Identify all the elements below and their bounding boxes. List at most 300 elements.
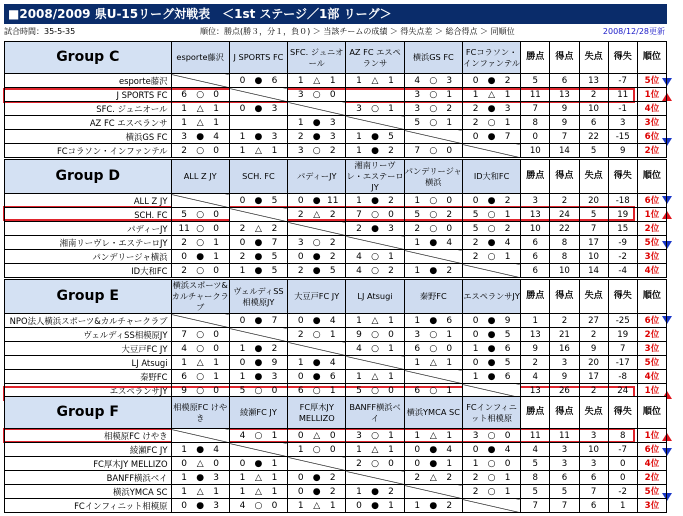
stat-value: 3 [550,443,579,457]
stat-value: -15 [608,130,637,144]
team-name: J SPORTS FC [5,88,172,102]
self-match-cell [404,250,462,264]
team-row [5,457,667,471]
match-result: 2 ● 4 [462,236,520,250]
stat-value: 8 [608,429,637,443]
match-result: 0 ● 5 [229,194,287,208]
match-result: 2 △ 2 [288,208,346,222]
rank-value: 3位 [637,342,666,356]
stat-value: 20 [579,356,608,370]
team-name: SCH. FC [5,208,172,222]
stat-header: 得失 [608,42,637,74]
match-result: 4 ○ 2 [346,264,404,278]
match-result: 3 ○ 2 [404,102,462,116]
stat-value: 22 [579,130,608,144]
stat-value: 6 [521,236,550,250]
match-result: 4 ○ 0 [171,342,229,356]
match-result: 0 ● 3 [171,499,229,513]
stat-value: 6 [550,471,579,485]
match-result: 1 ○ 0 [404,194,462,208]
team-name: FCインフィニット相模原 [5,499,172,513]
stat-value: 24 [608,384,637,398]
self-match-cell [346,471,404,485]
match-result: 0 ● 4 [462,443,520,457]
stat-header: 勝点 [521,42,550,74]
team-name: 秦野FC [5,370,172,384]
match-result [229,116,287,130]
self-match-cell [229,328,287,342]
self-match-cell [229,208,287,222]
rank-value: 5位 [637,485,666,499]
stat-value: 5 [521,74,550,88]
rank-value: 2位 [637,144,666,158]
stat-header: 得点 [550,397,579,429]
match-result: 1 ● 4 [171,443,229,457]
stat-value: 8 [550,236,579,250]
stat-value: 6 [550,74,579,88]
team-name: FC厚木JY MELLIZO [5,457,172,471]
stat-value: 3 [550,356,579,370]
match-result: 0 ● 7 [229,314,287,328]
match-result: 2 ○ 0 [171,264,229,278]
match-result: 1 △ 1 [171,102,229,116]
match-result: 3 ○ 0 [462,429,520,443]
stat-value: 1 [521,314,550,328]
team-row [5,208,667,222]
opponent-header: FCコラソン・インファンテル [462,42,520,74]
rank-value: 3位 [637,499,666,513]
match-result: 0 ● 5 [462,356,520,370]
opponent-header: SCH. FC [229,160,287,194]
stat-value: 0 [521,130,550,144]
match-result: 1 △ 1 [229,485,287,499]
group-table [4,41,667,158]
team-row [5,250,667,264]
match-result: 1 ● 3 [229,370,287,384]
stat-value: 3 [579,457,608,471]
match-result: 9 ○ 0 [171,384,229,398]
stat-value: 6 [579,499,608,513]
team-row [5,116,667,130]
match-result: 1 ● 2 [346,194,404,208]
stat-header: 勝点 [521,160,550,194]
stat-header: 順位 [637,397,666,429]
match-result: 0 ● 4 [288,314,346,328]
self-match-cell [462,499,520,513]
match-result: 1 ● 2 [346,144,404,158]
rank-value: 5位 [637,236,666,250]
match-result: 1 ● 6 [404,314,462,328]
match-result: 2 ● 5 [288,264,346,278]
ranking-rule: 順位：勝点(勝３，分１，負０) ＞ 当該チームの成績 ＞ 得失点差 ＞ 総合得点 ＞ 同順位 [200,27,515,36]
stat-value: 3 [579,429,608,443]
stat-value: 9 [550,102,579,116]
stat-value: 13 [579,74,608,88]
stat-value: 10 [579,250,608,264]
team-name: 大豆戸FC JY [5,342,172,356]
opponent-header: J SPORTS FC [229,42,287,74]
match-result: 6 ○ 1 [288,384,346,398]
match-result: 0 ● 1 [229,457,287,471]
team-name: 横浜GS FC [5,130,172,144]
match-result: 0 ● 9 [462,314,520,328]
match-result: 1 △ 1 [346,443,404,457]
stat-value: 1 [608,499,637,513]
stat-value: 24 [550,208,579,222]
match-result: 2 △ 2 [229,222,287,236]
stat-value: 5 [579,144,608,158]
stat-value: -4 [608,264,637,278]
team-name: FCコラソン・インファンテル [5,144,172,158]
self-match-cell [404,485,462,499]
team-row [5,471,667,485]
match-result: 1 △ 1 [288,74,346,88]
match-result: 2 ○ 1 [462,485,520,499]
stat-value: 7 [579,222,608,236]
stat-value: 13 [521,328,550,342]
match-result: 0 ● 2 [288,471,346,485]
team-row [5,102,667,116]
rank-value: 2位 [637,471,666,485]
group-name: Group C [5,42,172,74]
match-result: 0 ● 7 [229,236,287,250]
match-result: 1 ● 3 [229,130,287,144]
stat-value: 9 [608,144,637,158]
match-result: 6 ○ 1 [171,370,229,384]
match-result: 1 ● 6 [462,342,520,356]
match-result: 5 ○ 0 [229,384,287,398]
stat-value: 13 [550,88,579,102]
match-result: 2 ● 5 [229,250,287,264]
team-row [5,429,667,443]
match-result: 2 ● 3 [462,102,520,116]
stat-value: 9 [550,116,579,130]
team-name: LJ Atsugi [5,356,172,370]
stat-value: 9 [521,342,550,356]
match-result: 0 ● 9 [229,356,287,370]
stat-header: 得点 [550,280,579,314]
team-name: パンデリージャ横浜 [5,250,172,264]
info-bar [4,26,667,38]
match-result: 4 ○ 0 [229,499,287,513]
rank-value: 4位 [637,264,666,278]
team-row [5,264,667,278]
match-result: 2 ○ 0 [404,222,462,236]
match-result: 5 ○ 2 [462,222,520,236]
match-result: 1 ● 2 [346,485,404,499]
match-result: 5 ○ 1 [404,116,462,130]
rank-value: 1位 [637,208,666,222]
stat-value: 17 [579,370,608,384]
match-result: 0 △ 0 [288,429,346,443]
opponent-header: 横浜GS FC [404,42,462,74]
rank-value: 1位 [637,88,666,102]
match-result: 1 ○ 0 [462,457,520,471]
opponent-header: SFC. ジュニオール [288,42,346,74]
stat-value: 10 [521,144,550,158]
match-result: 0 ● 5 [462,328,520,342]
stat-header: 順位 [637,280,666,314]
rank-value: 5位 [637,356,666,370]
stat-header: 失点 [579,42,608,74]
stat-header: 得失 [608,397,637,429]
stat-value: 7 [608,342,637,356]
opponent-header: FC厚木JY MELLIZO [288,397,346,429]
match-result: 0 ● 2 [462,74,520,88]
match-result: 1 △ 1 [346,74,404,88]
stat-value: 11 [608,88,637,102]
opponent-header: ALL Z JY [171,160,229,194]
stat-header: 勝点 [521,397,550,429]
stat-value: -17 [608,356,637,370]
match-result: 0 ● 6 [229,74,287,88]
team-name: SFC. ジュニオール [5,102,172,116]
match-result: 1 △ 1 [229,144,287,158]
group-table [4,159,667,278]
opponent-header: FCインフィニット相模原 [462,397,520,429]
group-table [4,279,667,398]
rank-value: 5位 [637,74,666,88]
opponent-header: パディーJY [288,160,346,194]
match-result: 6 ○ 0 [404,342,462,356]
group-table [4,396,667,513]
match-result: 2 ○ 1 [288,328,346,342]
opponent-header: 横浜YMCA SC [404,397,462,429]
match-result: 0 ● 1 [171,250,229,264]
match-result: 1 ● 2 [229,342,287,356]
stat-value: 2 [579,384,608,398]
stat-value: 3 [521,194,550,208]
stat-value: 13 [521,384,550,398]
opponent-header: 大豆戸FC JY [288,280,346,314]
match-result: 2 ● 3 [288,130,346,144]
match-result: 0 ● 2 [462,194,520,208]
updated-date: 2008/12/28更新 [602,27,665,36]
stat-value: 7 [550,499,579,513]
self-match-cell [288,342,346,356]
stat-value: 21 [550,328,579,342]
match-result: 1 △ 1 [404,429,462,443]
match-result: 5 ○ 2 [404,208,462,222]
stat-value: 5 [521,457,550,471]
self-match-cell [346,116,404,130]
team-name: エスペランサJY [5,384,172,398]
group-name: Group E [5,280,172,314]
group-name: Group D [5,160,172,194]
match-result: 1 ○ 0 [288,443,346,457]
stat-value: 15 [608,222,637,236]
team-row [5,88,667,102]
stat-value: -1 [608,102,637,116]
match-result: 1 ● 3 [288,116,346,130]
stat-value: 4 [521,443,550,457]
opponent-header: エスペランサJY [462,280,520,314]
stat-header: 失点 [579,160,608,194]
team-row [5,342,667,356]
match-result: 1 △ 1 [462,88,520,102]
match-result: 2 ○ 1 [171,236,229,250]
self-match-cell [288,222,346,236]
team-name: NPO法人横浜スポーツ&カルチャークラブ [5,314,172,328]
match-result: 3 ○ 2 [288,144,346,158]
stat-value: 27 [579,314,608,328]
stat-value: 17 [579,236,608,250]
stat-header: 得点 [550,42,579,74]
team-row [5,314,667,328]
team-name: 相模原FC けやき [5,429,172,443]
match-result: 5 ○ 1 [462,208,520,222]
stat-value: 6 [579,471,608,485]
match-result: 2 ○ 1 [462,471,520,485]
stat-header: 得失 [608,280,637,314]
team-row [5,74,667,88]
stat-value: 16 [550,342,579,356]
stat-value: 2 [579,88,608,102]
match-result: 1 △ 1 [288,499,346,513]
stat-value: 9 [550,370,579,384]
match-result: 1 △ 1 [404,356,462,370]
stat-value: 10 [550,264,579,278]
match-result: 1 ● 4 [288,356,346,370]
rank-value: 6位 [637,130,666,144]
stat-value: -2 [608,485,637,499]
opponent-header: ID大和FC [462,160,520,194]
stat-value: 0 [608,471,637,485]
match-result: 2 ○ 1 [462,116,520,130]
stat-value: 19 [608,328,637,342]
match-result: 3 ○ 1 [346,429,404,443]
match-result: 2 ○ 1 [462,250,520,264]
stat-header: 順位 [637,160,666,194]
stat-value: 2 [521,356,550,370]
stat-value: 10 [579,102,608,116]
match-time: 試合時間：35-5-35 [4,27,76,36]
team-row [5,236,667,250]
opponent-header: ヴェルディSS相模原JY [229,280,287,314]
match-result: 0 ● 6 [288,370,346,384]
self-match-cell [462,144,520,158]
opponent-header: 相模原FC けやき [171,397,229,429]
match-result: 2 ● 3 [346,222,404,236]
stat-value: 11 [521,88,550,102]
opponent-header: パンデリージャ横浜 [404,160,462,194]
match-result: 0 ● 4 [404,443,462,457]
match-result: 5 ○ 0 [346,384,404,398]
match-result: 3 ○ 0 [288,88,346,102]
team-name: 綾瀬FC JY [5,443,172,457]
stat-value: 7 [521,102,550,116]
stat-value: 3 [550,457,579,471]
match-result: 4 ○ 3 [404,74,462,88]
stat-header: 失点 [579,397,608,429]
stat-value: 8 [550,250,579,264]
match-result: 0 ● 1 [346,499,404,513]
team-name: BANFF横浜ベイ [5,471,172,485]
match-result: 0 ● 2 [288,485,346,499]
match-result: 11 ○ 0 [171,222,229,236]
match-result: 1 ● 3 [171,471,229,485]
team-name: ヴェルディSS相模原JY [5,328,172,342]
rank-value: 4位 [637,370,666,384]
match-result: 4 ○ 1 [346,342,404,356]
self-match-cell [171,429,229,443]
opponent-header: 横浜スポーツ&カルチャークラブ [171,280,229,312]
self-match-cell [229,88,287,102]
match-result: 3 ○ 1 [346,102,404,116]
self-match-cell [229,443,287,457]
stat-value: 6 [521,250,550,264]
team-name: 横浜YMCA SC [5,485,172,499]
stat-value: -9 [608,236,637,250]
stat-value: 2 [550,194,579,208]
team-name: ID大和FC [5,264,172,278]
stat-value: 11 [550,429,579,443]
stat-header: 順位 [637,42,666,74]
stat-value: 8 [521,471,550,485]
team-name: パディーJY [5,222,172,236]
rank-value: 2位 [637,328,666,342]
self-match-cell [171,314,229,328]
self-match-cell [404,370,462,384]
group-header-row [5,280,667,314]
match-result: 7 ○ 0 [171,328,229,342]
stat-value: 3 [608,116,637,130]
group-header-row [5,42,667,74]
match-result: 1 △ 1 [346,370,404,384]
rank-value: 3位 [637,116,666,130]
stat-value: -2 [608,250,637,264]
team-name: AZ FC エスペランサ [5,116,172,130]
match-result: 0 ● 11 [288,194,346,208]
stat-value: 14 [550,144,579,158]
rank-value: 6位 [637,314,666,328]
stat-value: 2 [550,314,579,328]
stat-value: 5 [579,208,608,222]
rank-value: 3位 [637,250,666,264]
stat-value: 6 [521,264,550,278]
stat-value: 2 [579,328,608,342]
stat-value: -18 [608,194,637,208]
self-match-cell [171,74,229,88]
stat-header: 勝点 [521,280,550,314]
stat-value: 7 [550,130,579,144]
match-result: 0 ● 2 [288,250,346,264]
team-name: esporte藤沢 [5,74,172,88]
stat-value: 0 [608,457,637,471]
match-result: 4 ○ 1 [346,250,404,264]
match-result: 0 △ 0 [171,457,229,471]
match-result: 1 ● 6 [462,370,520,384]
rank-value: 1位 [637,384,666,398]
match-result: 9 ○ 0 [346,328,404,342]
match-result: 3 ○ 1 [404,328,462,342]
team-row [5,443,667,457]
self-match-cell [346,236,404,250]
stat-value: -7 [608,74,637,88]
match-result: 1 ● 5 [229,264,287,278]
match-result: 1 ● 4 [404,236,462,250]
stat-value: 4 [521,370,550,384]
match-result: 1 △ 1 [346,314,404,328]
team-row [5,130,667,144]
self-match-cell [346,356,404,370]
match-result: 0 ● 1 [404,457,462,471]
self-match-cell [288,102,346,116]
match-result: 1 ● 2 [404,499,462,513]
self-match-cell [288,457,346,471]
match-result: 2 ○ 0 [171,144,229,158]
stat-header: 得点 [550,160,579,194]
